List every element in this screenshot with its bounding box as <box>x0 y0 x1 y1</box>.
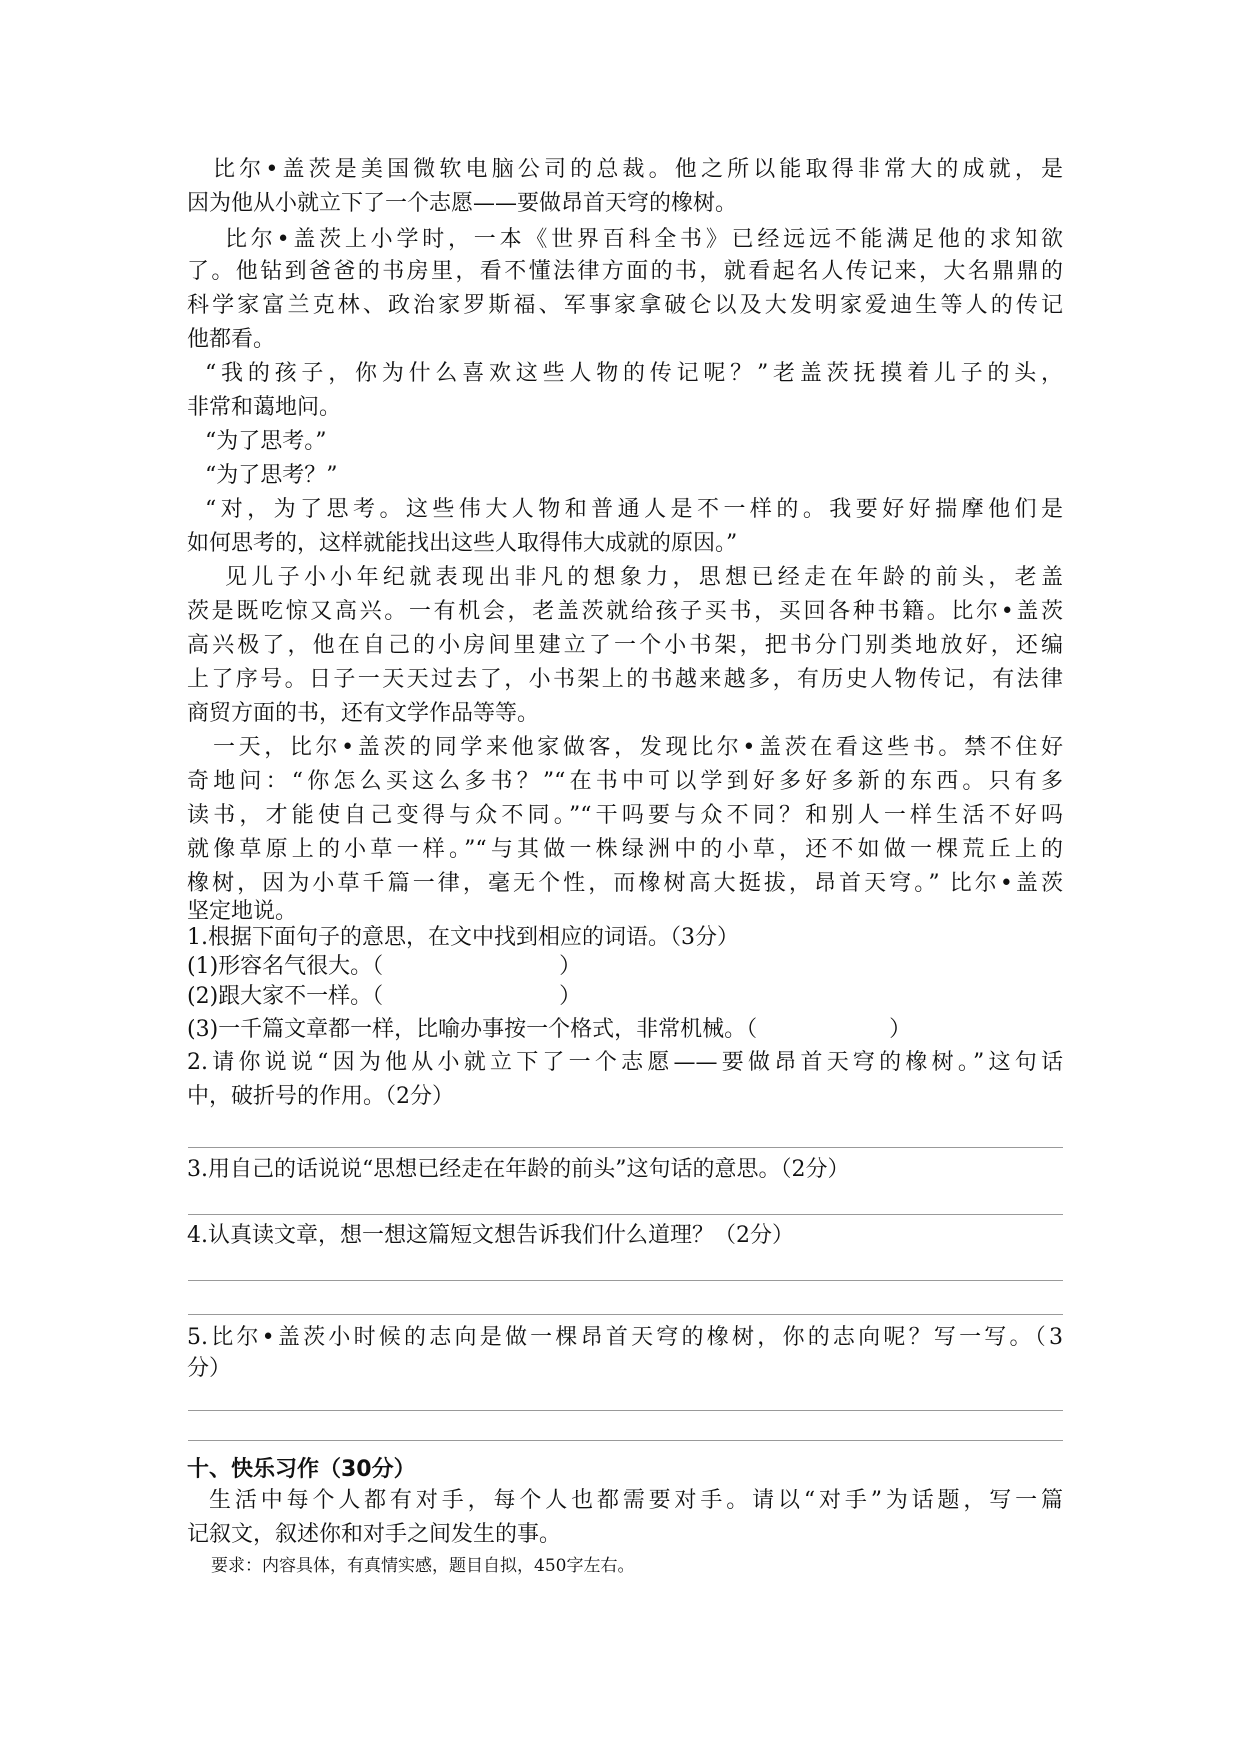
question-1: 1.根据下面句子的意思，在文中找到相应的词语。（3分） <box>187 925 739 950</box>
question-2-cont: 中，破折号的作用。（2分） <box>187 1084 454 1109</box>
passage-line: 比尔•盖茨上小学时，一本《世界百科全书》已经远远不能满足他的求知欲 <box>225 227 1063 252</box>
passage-line: 奇地问：“你怎么买这么多书？”“在书中可以学到好多好多新的东西。只有多 <box>187 769 1063 794</box>
passage-line: 了。他钻到爸爸的书房里，看不懂法律方面的书，就看起名人传记来，大名鼎鼎的 <box>187 259 1063 284</box>
section-heading: 十、快乐习作（30分） <box>187 1457 416 1482</box>
passage-line: 茨是既吃惊又高兴。一有机会，老盖茨就给孩子买书，买回各种书籍。比尔•盖茨 <box>187 599 1063 624</box>
passage-line: 非常和蔼地问。 <box>187 395 342 420</box>
passage-line: 商贸方面的书，还有文学作品等等。 <box>187 701 540 726</box>
passage-line: “为了思考？” <box>205 463 338 488</box>
question-1-item-2: (2)跟大家不一样。（ ） <box>187 984 582 1009</box>
answer-line[interactable] <box>188 1280 1063 1281</box>
answer-line[interactable] <box>188 1314 1063 1315</box>
passage-line: 见儿子小小年纪就表现出非凡的想象力，思想已经走在年龄的前头，老盖 <box>225 565 1063 590</box>
passage-line: 比尔•盖茨是美国微软电脑公司的总裁。他之所以能取得非常大的成就，是 <box>213 157 1063 182</box>
passage-line: 一天，比尔•盖茨的同学来他家做客，发现比尔•盖茨在看这些书。禁不住好 <box>213 735 1063 760</box>
answer-line[interactable] <box>188 1440 1063 1441</box>
question-1-item-1: (1)形容名气很大。（ ） <box>187 954 582 979</box>
answer-line[interactable] <box>188 1410 1063 1411</box>
answer-line[interactable] <box>188 1214 1063 1215</box>
passage-line: 科学家富兰克林、政治家罗斯福、军事家拿破仑以及大发明家爱迪生等人的传记 <box>187 293 1063 318</box>
question-4: 4.认真读文章，想一想这篇短文想告诉我们什么道理？（2分） <box>187 1223 794 1248</box>
passage-line: “我的孩子，你为什么喜欢这些人物的传记呢？”老盖茨抚摸着儿子的头， <box>205 361 1063 386</box>
passage-line: 坚定地说。 <box>187 899 298 924</box>
passage-line: “为了思考。” <box>205 429 327 454</box>
passage-line: 读书，才能使自己变得与众不同。”“干吗要与众不同？和别人一样生活不好吗 <box>187 803 1063 828</box>
writing-prompt-cont: 记叙文，叙述你和对手之间发生的事。 <box>187 1522 562 1547</box>
answer-line[interactable] <box>188 1147 1063 1148</box>
question-1-item-3: (3)一千篇文章都一样，比喻办事按一个格式，非常机械。（ ） <box>187 1017 912 1042</box>
writing-requirement: 要求：内容具体，有真情实感，题目自拟，450字左右。 <box>211 1556 635 1576</box>
passage-line: 如何思考的，这样就能找出这些人取得伟大成就的原因。” <box>187 531 738 556</box>
passage-line: 就像草原上的小草一样。”“与其做一株绿洲中的小草，还不如做一棵荒丘上的 <box>187 837 1063 862</box>
question-2: 2.请你说说“因为他从小就立下了一个志愿——要做昂首天穹的橡树。”这句话 <box>187 1050 1063 1075</box>
passage-line: 高兴极了，他在自己的小房间里建立了一个小书架，把书分门别类地放好，还编 <box>187 633 1063 658</box>
passage-line: 上了序号。日子一天天过去了，小书架上的书越来越多，有历史人物传记，有法律 <box>187 667 1063 692</box>
question-5-cont: 分） <box>187 1356 232 1381</box>
writing-prompt: 生活中每个人都有对手，每个人也都需要对手。请以“对手”为话题，写一篇 <box>209 1488 1063 1513</box>
passage-line: 橡树，因为小草千篇一律，毫无个性，而橡树高大挺拔，昂首天穹。” 比尔•盖茨 <box>187 871 1063 896</box>
question-3: 3.用自己的话说说“思想已经走在年龄的前头”这句话的意思。（2分） <box>187 1157 850 1182</box>
question-5: 5.比尔•盖茨小时候的志向是做一棵昂首天穹的橡树，你的志向呢？写一写。（3 <box>187 1325 1063 1350</box>
passage-line: 他都看。 <box>187 327 276 352</box>
passage-line: “对，为了思考。这些伟大人物和普通人是不一样的。我要好好揣摩他们是 <box>205 497 1063 522</box>
passage-line: 因为他从小就立下了一个志愿——要做昂首天穹的橡树。 <box>187 191 738 216</box>
